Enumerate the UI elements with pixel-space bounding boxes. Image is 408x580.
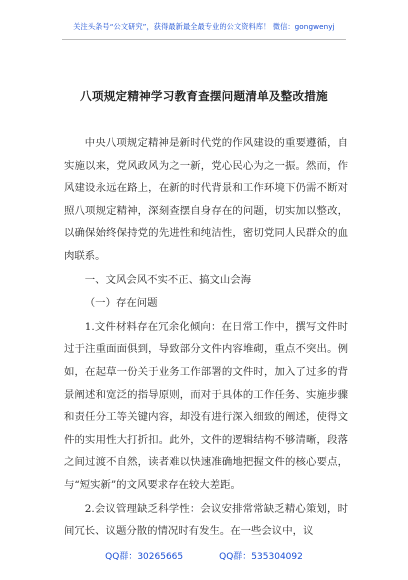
footer-qq-group-2: QQ群：535304092: [219, 552, 303, 562]
header-divider: [62, 39, 346, 40]
document-title: 八项规定精神学习教育查摆问题清单及整改措施: [80, 89, 328, 103]
footer-contact: [0, 549, 408, 562]
document-body: [64, 132, 348, 543]
issue-paragraph-2: 2.会议管理缺乏科学性：会议安排常常缺乏精心策划，时间冗长、议题分散的情况时有发生。在一些会议中，议: [64, 502, 348, 538]
promo-banner[interactable]: [0, 22, 408, 32]
intro-paragraph: 中央八项规定精神是新时代党的作风建设的重要遵循，自实施以来，党风政风为之一新，党心民心为之一振。然而，作风建设永远在路上，在新的时代背景和工作环境下仍需不断对照八项规定精神，深刻查摆自身存在的问题，切实加以整改，以确保始终保持党的先进性和纯洁性，密切党同人民群众的血肉联系。: [64, 137, 348, 262]
section-heading: 一、文风会风不实不正、搞文山会海: [84, 273, 252, 286]
promo-banner-text: 关注头条号“公文研究”，获得最新最全最专业的公文资料库！ 微信：gongwenyj: [73, 22, 335, 31]
subsection-heading: （一）存在问题: [84, 297, 158, 310]
footer-qq-group-1: QQ群：30265665: [105, 552, 184, 562]
issue-paragraph-1: 1.文件材料存在冗余化倾向：在日常工作中，撰写文件时过于注重面面俱到，导致部分文件内容堆砌，重点不突出。例如，在起草一份关于业务工作部署的文件时，加入了过多的背景阐述和宽泛的指导原则，而对于具体的工作任务、实施步骤和责任分工等关键内容，却没有进行深入细致的阐述，使得文件的实用性大打折扣。此外，文件的逻辑结构不够清晰，段落之间过渡不自然，读者难以快速准确地把握文件的核心要点，与“短实新”的文风要求存在较大差距。: [64, 320, 348, 491]
